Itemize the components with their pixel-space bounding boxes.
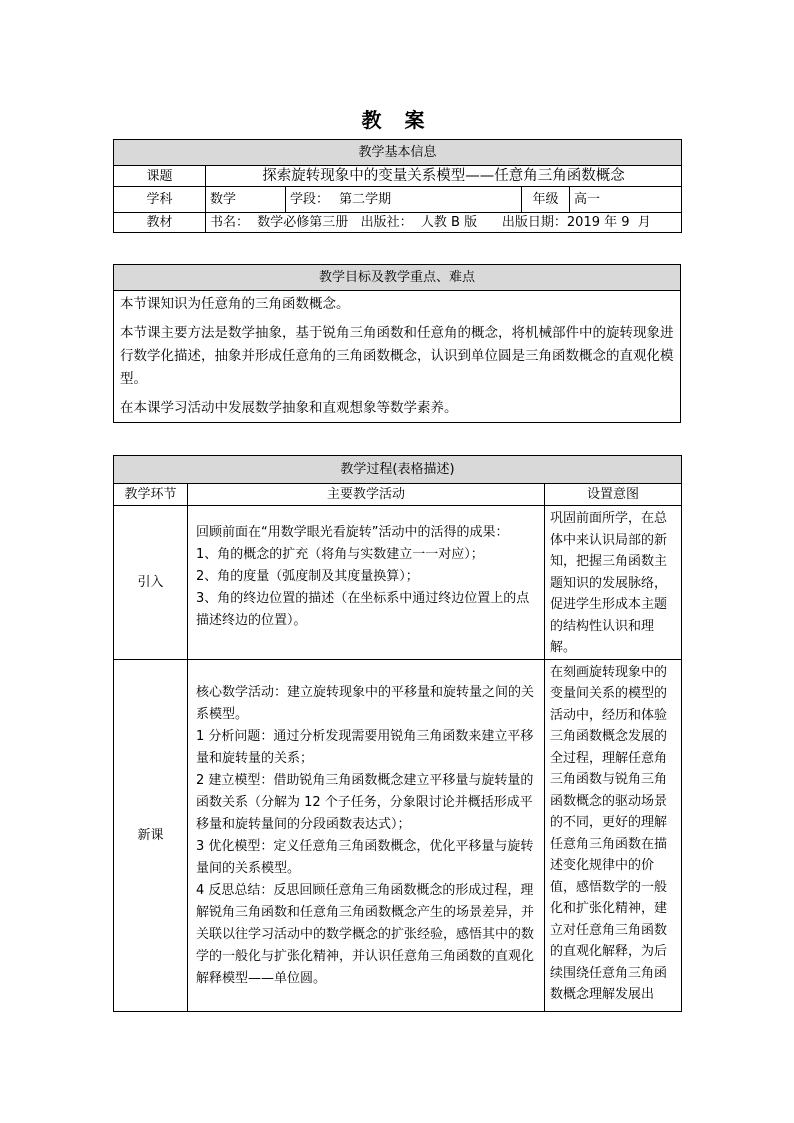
col-stage-header: 教学环节: [114, 484, 188, 506]
period-label: 学段：: [290, 192, 330, 207]
activity-line: 回顾前面在“用数学眼光看旋转”活动中的活得的成果：: [196, 525, 509, 540]
table-row: [114, 659, 682, 1011]
subject-label: 学科: [114, 187, 206, 213]
period-cell: [286, 187, 522, 213]
textbook-label: 教材: [114, 213, 206, 233]
intent-intro: 巩固前面所学，在总体中来认识局部的新知，把握三角函数主题知识的发展脉络，促进学生形成本主题的结构性认识和理解。: [545, 506, 682, 660]
activity-line: 1 分析问题：通过分析发现需要用锐角三角函数来建立平移量和旋转量的关系；: [196, 728, 534, 766]
process-header: 教学过程(表格描述): [114, 456, 682, 484]
intent-new-lesson: 在刻画旋转现象中的变量间关系的模型的活动中，经历和体验三角函数概念发展的全过程，理解任意角三角函数与锐角三角函数概念的驱动场景的不同，更好的理解任意角三角函数在描述变化规律中的价值，感悟数学的一般化和扩张化精神，建立对任意角三角函数的直观化解释，为后续围绕任意角三角函数概念理解发展出: [550, 664, 668, 1002]
activity-line: 4 反思总结：反思回顾任意角三角函数概念的形成过程，理解锐角三角函数和任意角三角函数概念产生的场景差异，并关联以往学习活动中的数学概念的扩张经验，感悟其中的数学的一般化与扩张化精神，并认识任意角三角函数的直观化解释模型——单位圆。: [196, 882, 535, 986]
activity-line: 2 建立模型：借助锐角三角函数概念建立平移量与旋转量的函数关系（分解为 12 个子任务，分象限讨论并概括形成平移量和旋转量间的分段函数表达式）；: [196, 772, 534, 832]
activity-line: 2、角的度量（弧度制及其度量换算）；: [196, 569, 419, 584]
topic-label: 课题: [114, 166, 206, 187]
goals-header: 教学目标及教学重点、难点: [114, 265, 681, 291]
textbook-value: 书名： 数学必修第三册 出版社： 人教 B 版 出版日期：2019 年 9 月: [206, 213, 682, 233]
activity-intro: [188, 506, 545, 660]
table-row: [114, 506, 682, 660]
goals-body: [114, 291, 681, 423]
stage-new-lesson: 新课: [114, 659, 188, 1011]
period-value: 第二学期: [339, 192, 392, 207]
grade-value: 高一: [570, 187, 682, 213]
activity-line: 3、角的终边位置的描述（在坐标系中通过终边位置上的点描述终边的位置）。: [196, 591, 530, 628]
topic-value: 探索旋转现象中的变量关系模型——任意角三角函数概念: [206, 166, 682, 187]
stage-intro: 引入: [114, 506, 188, 660]
activity-line: 核心数学活动：建立旋转现象中的平移量和旋转量之间的关系模型。: [196, 684, 535, 722]
col-activity-header: 主要教学活动: [188, 484, 545, 506]
document-title: 教 案: [361, 108, 433, 132]
subject-value: 数学: [206, 187, 286, 213]
col-intent-header: 设置意图: [545, 484, 682, 506]
process-table: [113, 455, 682, 1012]
activity-new-lesson: [188, 659, 545, 1011]
basic-info-header: 教学基本信息: [114, 140, 682, 166]
goals-paragraph: 本节课知识为任意角的三角函数概念。: [120, 296, 350, 312]
basic-info-table: [113, 139, 682, 233]
activity-line: 1、角的概念的扩充（将角与实数建立一一对应）；: [196, 547, 484, 562]
intent-new-lesson-cell: [545, 659, 682, 1011]
goals-paragraph: 本节课主要方法是数学抽象，基于锐角三角函数和任意角的概念，将机械部件中的旋转现象进行数学化描述，抽象并形成任意角的三角函数概念，认识到单位圆是三角函数概念的直观化模型。: [120, 325, 674, 387]
activity-line: 3 优化模型：定义任意角三角函数概念，优化平移量与旋转量间的关系模型。: [196, 838, 534, 876]
goals-table: [113, 264, 681, 423]
grade-label: 年级: [522, 187, 570, 213]
goals-paragraph: 在本课学习活动中发展数学抽象和直观想象等数学素养。: [120, 400, 458, 416]
